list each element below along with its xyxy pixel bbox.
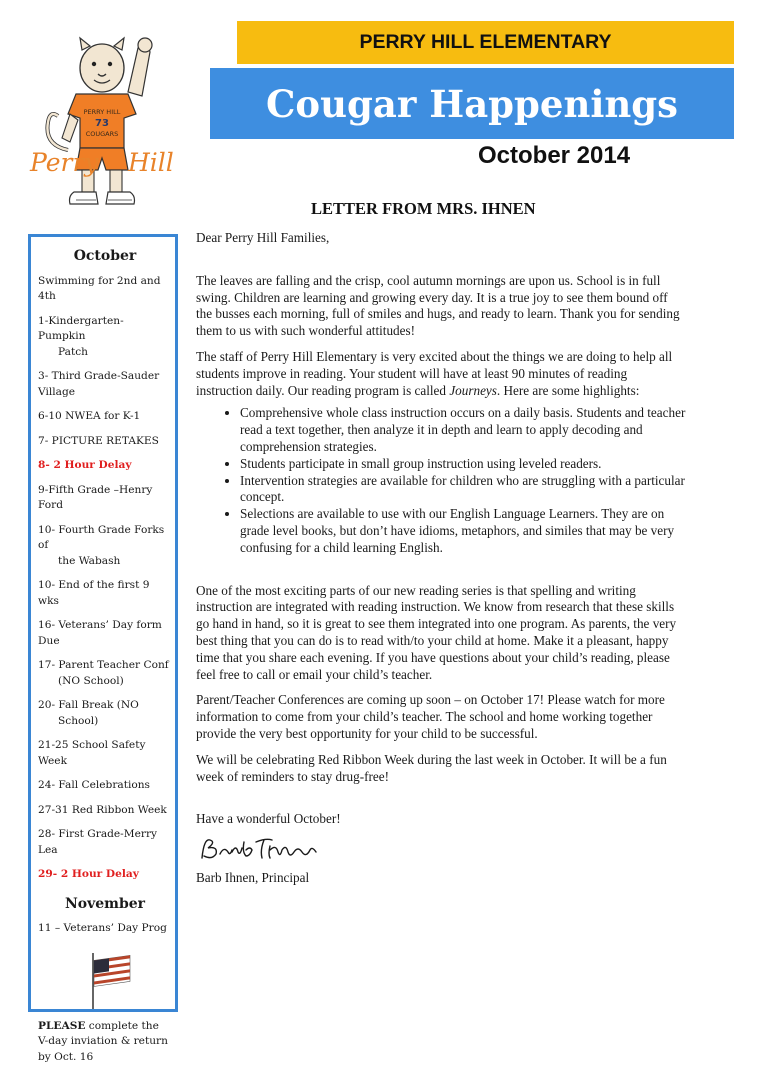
logo-hill-text: Hill	[128, 148, 174, 177]
event-text: 24- Fall Celebrations	[38, 778, 172, 794]
october-event	[38, 483, 172, 514]
principal-letter	[196, 230, 686, 887]
october-events-list	[38, 274, 172, 883]
highlights-list	[196, 405, 686, 556]
october-event	[38, 578, 172, 609]
october-event	[38, 827, 172, 858]
svg-text:COUGARS: COUGARS	[86, 130, 119, 138]
list-item: • Students participate in small group instruction using leveled readers.	[240, 456, 686, 473]
svg-text:PERRY HILL: PERRY HILL	[84, 108, 121, 116]
school-logo	[24, 30, 184, 220]
event-text: 6-10 NWEA for K-1	[38, 409, 172, 425]
letter-paragraph-spelling: One of the most exciting parts of our new reading series is that spelling and writing instruction are integrated with reading instruction. We know from research that these skills go hand in hand, so it is great to see them integrated into one program. As parents, the very best thing that you can do is to read with/to your child at home. Make it a pleasant, happy time that you share each evening. If you have questions about your child’s reading, please feel free to call or email your child’s teacher.	[196, 583, 686, 684]
letter-signoff: Barb Ihnen, Principal	[196, 870, 686, 887]
event-text: 17- Parent Teacher Conf	[38, 658, 172, 674]
american-flag-icon	[90, 951, 136, 1009]
october-event	[38, 369, 172, 400]
event-text-continued: Patch	[38, 345, 172, 361]
events-sidebar	[28, 234, 178, 1012]
event-text: 8- 2 Hour Delay	[38, 458, 172, 474]
program-name: Journeys	[449, 383, 497, 398]
letter-paragraph-conferences: Parent/Teacher Conferences are coming up soon – on October 17! Please watch for more information to come from your child’s teacher. The school and home working together provide the very best opportunity for your child to be successful.	[196, 692, 686, 742]
october-event	[38, 658, 172, 689]
event-text-continued: School)	[38, 714, 172, 730]
october-event	[38, 434, 172, 450]
october-event	[38, 274, 172, 305]
letter-paragraph-red-ribbon: We will be celebrating Red Ribbon Week during the last week in October. It will be a fun week of reminders to stay drug-free!	[196, 752, 686, 786]
letter-paragraph: The leaves are falling and the crisp, cool autumn mornings are upon us. School is in full swing. Children are learning and growing every day. It is a true joy to see them bound off the busses each morning, full of smiles and hugs, and ready to learn. Thank you for sending them to us with such wonderful attitudes!	[196, 273, 686, 340]
please-label: PLEASE	[38, 1020, 85, 1032]
event-text-continued: (NO School)	[38, 674, 172, 690]
october-event	[38, 698, 172, 729]
event-text: 28- First Grade-Merry Lea	[38, 827, 172, 858]
october-event	[38, 618, 172, 649]
october-event	[38, 738, 172, 769]
october-event	[38, 867, 172, 883]
list-item: • Selections are available to use with our English Language Learners. They are on grade level books, but don’t have idioms, metaphors, and similes that may be very confusing for a child learning English.	[240, 506, 686, 556]
svg-text:73: 73	[95, 118, 109, 129]
letter-greeting: Dear Perry Hill Families,	[196, 230, 686, 247]
november-heading: November	[38, 897, 172, 913]
event-text: 10- Fourth Grade Forks of	[38, 523, 172, 554]
event-text: 9-Fifth Grade –Henry Ford	[38, 483, 172, 514]
event-text: 27-31 Red Ribbon Week	[38, 803, 172, 819]
list-item: • Comprehensive whole class instruction occurs on a daily basis. Students and teacher read a text together, then analyze it in depth and learn to apply decoding and comprehension strategies.	[240, 405, 686, 455]
cougar-mascot-icon	[24, 30, 184, 220]
vday-reminder	[38, 1019, 172, 1065]
october-event	[38, 314, 172, 361]
list-item: • Intervention strategies are available for children who are struggling with a particular concept.	[240, 473, 686, 507]
event-text-continued: the Wabash	[38, 554, 172, 570]
october-event	[38, 458, 172, 474]
newsletter-title: Cougar Happenings	[266, 82, 678, 126]
october-event	[38, 778, 172, 794]
please-text: complete the V-day inviation & return by Oct. 16	[38, 1020, 168, 1063]
event-text: Swimming for 2nd and 4th	[38, 274, 172, 305]
school-name-banner	[237, 21, 734, 64]
event-text: 7- PICTURE RETAKES	[38, 434, 172, 450]
event-text: 10- End of the first 9 wks	[38, 578, 172, 609]
issue-date: October 2014	[478, 142, 630, 170]
letter-heading: LETTER FROM MRS. IHNEN	[311, 199, 536, 219]
october-event	[38, 523, 172, 570]
newsletter-title-banner	[210, 68, 734, 139]
event-text: 21-25 School Safety Week	[38, 738, 172, 769]
signature-image	[198, 834, 322, 864]
event-text: 20- Fall Break (NO	[38, 698, 172, 714]
logo-perry-text: Perry	[30, 148, 99, 177]
event-text: 29- 2 Hour Delay	[38, 867, 172, 883]
letter-closing: Have a wonderful October!	[196, 811, 686, 828]
letter-paragraph-reading: The staff of Perry Hill Elementary is very excited about the things we are doing to help all students improve in reading. Your student will have at least 90 minutes of reading instruction daily. Our reading program is called Journeys. Here are some highlights:	[196, 349, 686, 399]
october-event	[38, 409, 172, 425]
october-heading: October	[38, 249, 172, 265]
event-text: 3- Third Grade-Sauder Village	[38, 369, 172, 400]
event-text: 1-Kindergarten- Pumpkin	[38, 314, 172, 345]
november-event: 11 – Veterans’ Day Prog	[38, 921, 172, 937]
event-text: 16- Veterans’ Day form Due	[38, 618, 172, 649]
october-event	[38, 803, 172, 819]
school-name: PERRY HILL ELEMENTARY	[359, 31, 611, 54]
